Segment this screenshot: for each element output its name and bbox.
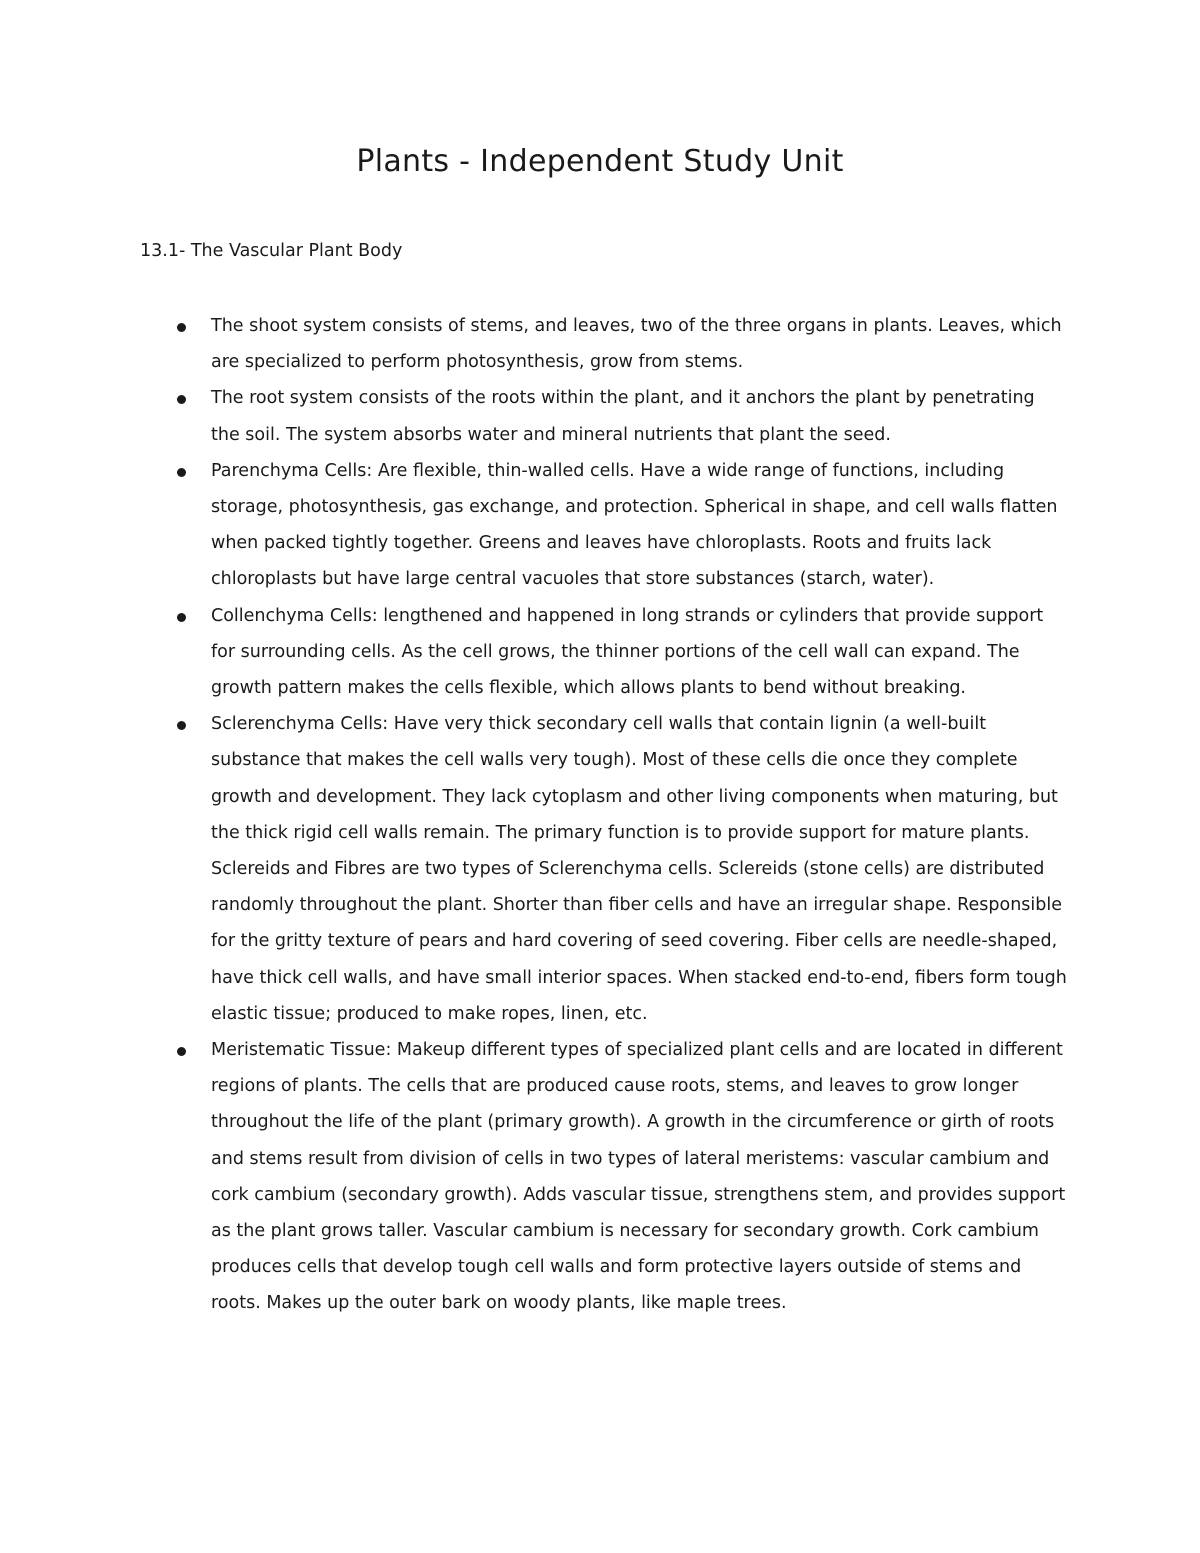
list-item-text: Collenchyma Cells: lengthened and happened in long strands or cylinders that provide support for surrounding cells. As the cell grows, the thinner portions of the cell wall can expand. The growth pattern makes the cells flexible, which allows plants to bend without breaking. <box>211 605 1044 699</box>
list-item-text: Sclerenchyma Cells: Have very thick secondary cell walls that contain lignin (a well-built substance that makes the cell walls very tough). Most of these cells die once they complete growth and development. They lack cytoplasm and other living components when maturing, but the thick rigid cell walls remain. The primary function is to provide support for mature plants. Sclereids and Fibres are two types of Sclerenchyma cells. Sclereids (stone cells) are distributed randomly throughout the plant. Shorter than fiber cells and have an irregular shape. Responsible for the gritty texture of pears and hard covering of seed covering. Fiber cells are needle-shaped, have thick cell walls, and have small interior spaces. When stacked end-to-end, fibers form tough elastic tissue; produced to make ropes, linen, etc. <box>211 714 1067 1024</box>
bullet-icon <box>177 613 186 622</box>
bullet-icon <box>177 395 186 404</box>
section-heading: 13.1- The Vascular Plant Body <box>140 241 403 261</box>
bullet-icon <box>177 1047 186 1056</box>
bullet-icon <box>177 721 186 730</box>
list-item-text: The shoot system consists of stems, and leaves, two of the three organs in plants. Leaves, which are specialized to perform photosynthesis, grow from stems. <box>211 316 1062 373</box>
list-item <box>0 453 1200 598</box>
list-item <box>0 380 1200 452</box>
list-item <box>0 706 1200 1032</box>
bullet-list <box>0 308 1200 1322</box>
bullet-icon <box>177 468 186 477</box>
page-title: Plants - Independent Study Unit <box>356 144 844 179</box>
list-item <box>0 308 1200 380</box>
list-item-text: Meristematic Tissue: Makeup different types of specialized plant cells and are located in different regions of plants. The cells that are produced cause roots, stems, and leaves to grow longer throughout the life of the plant (primary growth). A growth in the circumference or girth of roots and stems result from division of cells in two types of lateral meristems: vascular cambium and cork cambium (secondary growth). Adds vascular tissue, strengthens stem, and provides support as the plant grows taller. Vascular cambium is necessary for secondary growth. Cork cambium produces cells that develop tough cell walls and form protective layers outside of stems and roots. Makes up the outer bark on woody plants, like maple trees. <box>211 1040 1066 1314</box>
list-item-text: The root system consists of the roots within the plant, and it anchors the plant by penetrating the soil. The system absorbs water and mineral nutrients that plant the seed. <box>211 388 1035 445</box>
list-item <box>0 1032 1200 1322</box>
list-item-text: Parenchyma Cells: Are flexible, thin-walled cells. Have a wide range of functions, including storage, photosynthesis, gas exchange, and protection. Spherical in shape, and cell walls flatten when packed tightly together. Greens and leaves have chloroplasts. Roots and fruits lack chloroplasts but have large central vacuoles that store substances (starch, water). <box>211 460 1058 590</box>
bullet-icon <box>177 323 186 332</box>
list-item <box>0 598 1200 707</box>
